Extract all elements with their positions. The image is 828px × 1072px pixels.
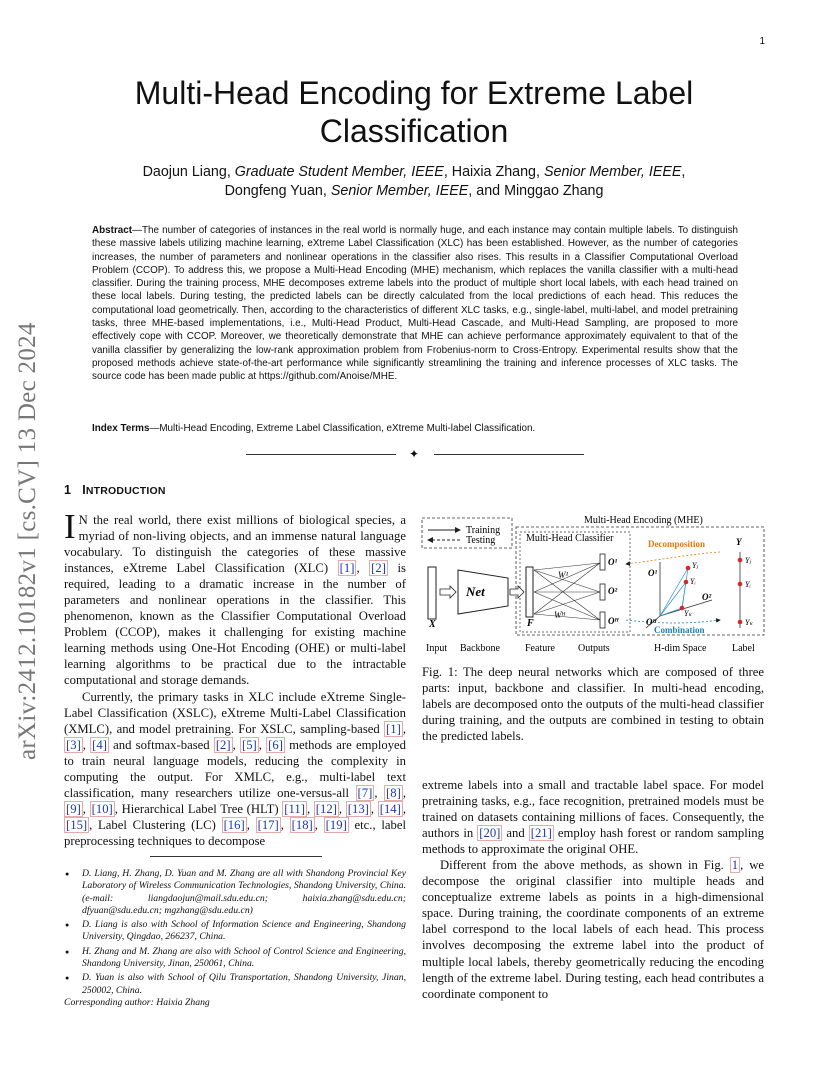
small-caps-lead: N xyxy=(78,513,88,527)
index-terms-label: Index Terms xyxy=(92,423,150,434)
citation-link[interactable]: [5] xyxy=(241,737,257,752)
oh-label: Oᴴ xyxy=(608,616,619,626)
feature-block xyxy=(526,567,533,617)
mhe-title: Multi-Head Encoding (MHE) xyxy=(584,515,703,526)
footnotes xyxy=(64,868,406,999)
arrow-icon xyxy=(510,586,524,598)
footnote-item: ● D. Liang, H. Zhang, D. Yuan and M. Zhang are all with Shandong Provincial Key Laboratory of Wireless Communication Technologies, Shandong University, China. (e-mail: liangdaojun@mail.sdu.edu.cn; haixia.zhang@sdu.edu.cn; dfyuan@sdu.edu.cn; mgzhang@sdu.edu.cn) xyxy=(82,868,406,917)
combination-label: Combination xyxy=(654,625,705,635)
right-column xyxy=(422,777,764,1002)
hdim-yj-label: Yⱼ xyxy=(692,561,698,570)
wh-label: Wᴴ xyxy=(554,610,565,620)
input-x-label: X xyxy=(429,619,436,630)
citation-link[interactable]: [18] xyxy=(291,817,313,832)
section-number: 1 xyxy=(64,483,72,497)
author-role: Graduate Student Member, IEEE xyxy=(234,164,444,180)
author-list xyxy=(0,163,828,201)
drop-cap: I xyxy=(64,507,76,546)
hdim-oh-label: Oᴴ xyxy=(646,617,657,627)
bottom-label-outputs: Outputs xyxy=(578,643,610,654)
separator-glyph: ✦ xyxy=(409,447,420,461)
input-block xyxy=(428,567,436,619)
legend-testing: Testing xyxy=(466,535,496,546)
arxiv-stamp: arXiv:2412.10182v1 [cs.CV] 13 Dec 2024 xyxy=(14,322,41,760)
citation-link[interactable]: [1] xyxy=(339,561,355,576)
label-y-j xyxy=(738,558,743,563)
y-j-label: Yⱼ xyxy=(745,556,751,565)
author-name: , Haixia Zhang, xyxy=(443,164,544,180)
mhc-title: Multi-Head Classifier xyxy=(526,533,614,544)
citation-link[interactable]: [2] xyxy=(215,737,231,752)
head-output-1 xyxy=(600,554,605,570)
text-run: Currently, the primary tasks in XLC include eXtreme Single-Label Classification (XSLC), eXtreme Multi-Label Classification (XMLC), and model pretraining. For XSLC, sampling-based xyxy=(64,689,406,736)
hdim-o1-label: O¹ xyxy=(648,568,658,578)
text-run: employ hash forest or random sampling methods to approximate the original OHE. xyxy=(422,826,764,857)
label-y-i xyxy=(738,582,743,587)
corresponding-author: Corresponding author: Haixia Zhang xyxy=(64,997,210,1008)
citation-link[interactable]: [7] xyxy=(357,785,373,800)
citation-link[interactable]: [17] xyxy=(257,817,279,832)
citation-link[interactable]: [1] xyxy=(386,721,401,736)
citation-link[interactable]: [12] xyxy=(315,801,337,816)
abstract-text: —The number of categories of instances in the real world is normally huge, and each instance may contain multiple labels. To distinguish these massive labels utilizing machine learning, eXtreme Label Classification (XLC) has been established. However, as the number of categories increases, the number of parameters and nonlinear operations in the classifier also rises. This results in a Classifier Computational Overload Problem (CCOP). To address this, we propose a Multi-Head Encoding (MHE) mechanism, which replaces the vanilla classifier with a multi-head classifier. During the training process, MHE decomposes extreme labels into the product of multiple short local labels, with each head trained on these local labels. During testing, the predicted labels can be directly calculated from the local predictions of each head. This reduces the computational load geometrically. Then, according to the characteristics of different XLC tasks, e.g., single-label, multi-label, and model pretraining tasks, three MHE-based implementations, i.e., Multi-Head Product, Multi-Head Cascade, and Multi-Head Sampling, are proposed to more effectively cope with CCOP. Moreover, we theoretically demonstrate that MHE can achieve performance approximately equivalent to that of the vanilla classifier by generalizing the low-rank approximation problem from Frobenius-norm to Cross-Entropy. Experimental results show that the proposed methods achieve state-of-the-art performance while significantly streamlining the training and inference processes of XLC tasks. The source code has been made public at https://github.com/Anoise/MHE. xyxy=(92,225,738,383)
hdim-yi-label: Yᵢ xyxy=(690,577,696,586)
citation-link[interactable]: [19] xyxy=(325,817,347,832)
paper-title xyxy=(0,74,828,150)
net-label: Net xyxy=(466,584,485,599)
left-column xyxy=(64,507,407,849)
intro-paragraph-1: I N the real world, there exist millions of biological species, a myriad of non-living objects, and an immense natural language vocabulary. To distinguish the categories of these massive instances, eXtreme Label Classification (XLC) [1] , [2] is required, leading to a dramatic increase in the number of parameters and nonlinear operations in the classifier. This phenomenon, known as the Classifier Computational Overload Problem (CCOP), makes it challenging for existing machine learning methods using One-Hot Encoding (OHE) or multi-label learning algorithms to be practical due to the intractable computational and storage demands. xyxy=(64,507,406,688)
text-run: Different from the above methods, as shown in Fig. xyxy=(440,858,730,873)
text-run: is required, leading to a dramatic increase in the number of parameters and nonlinear operations in the classifier. This phenomenon, known as the Classifier Computational Overload Problem (CCOP), makes it challenging for existing machine learning methods using One-Hot Encoding (OHE) or multi-label learning algorithms to be practical due to the intractable computational and storage demands. xyxy=(64,561,406,688)
arrow-icon xyxy=(440,586,456,598)
citation-link[interactable]: [15] xyxy=(66,817,88,832)
author-line-2 xyxy=(0,182,828,201)
right-paragraph-2 xyxy=(422,857,764,1001)
bottom-label-input: Input xyxy=(426,643,448,654)
label-y-k xyxy=(738,620,743,625)
figure-legend xyxy=(428,525,500,546)
text-run: extreme labels into a small and tractable label space. For model pretraining tasks, e.g., face recognition, pretrained models must be trained on datasets containing millions of faces. Consequently, the authors in xyxy=(422,778,764,841)
decomposition-label: Decomposition xyxy=(648,539,705,549)
section-title-rest: NTRODUCTION xyxy=(85,485,166,497)
head-output-h xyxy=(600,612,605,628)
bottom-label-feature: Feature xyxy=(525,643,555,654)
section-first-letter: I xyxy=(82,483,86,497)
y-k-label: Yₖ xyxy=(745,618,753,627)
right-paragraph-1: extreme labels into a small and tractable label space. For model pretraining tasks, e.g., face recognition, pretrained models must be trained on datasets containing millions of faces. Consequently, the authors in [20] and [21] employ hash forest or random sampling methods to approximate the original OHE. xyxy=(422,778,764,857)
o2-label: O² xyxy=(608,586,618,596)
abstract xyxy=(92,224,738,384)
y-i-label: Yᵢ xyxy=(745,580,751,589)
figure-1-caption: Fig. 1: The deep neural networks which are composed of three parts: input, backbone and classifier. In multi-head encoding, labels are decomposed onto the outputs of the multi-head classifier during training, and the outputs are combined in testing to obtain the predicted labels. xyxy=(422,665,764,744)
label-point-i xyxy=(684,580,689,585)
o1-label: O¹ xyxy=(608,557,618,567)
figure-1-diagram xyxy=(420,512,766,658)
w1-label: W¹ xyxy=(558,570,569,580)
citation-link[interactable]: [9] xyxy=(66,801,81,816)
citation-link[interactable]: [16] xyxy=(223,817,245,832)
citation-link[interactable]: [14] xyxy=(379,801,401,816)
text-run: , we decompose the original classifier into multiple heads and conceptualize extreme labels as points in a high-dimensional space. During training, the coordinate components of an extreme label correspond to the local labels of each head. This process involves decomposing the extreme label into the product of multiple local labels, thereby geometrically reducing the encoding length of the extreme label. During testing, each head contributes a coordinate component to xyxy=(422,858,764,1001)
figure-ref-link[interactable]: 1 xyxy=(731,858,739,873)
author-line-1: Daojun Liang, Graduate Student Member, IEEE, Haixia Zhang, Senior Member, IEEE, xyxy=(142,164,686,180)
author-name: , and Minggao Zhang xyxy=(468,183,604,199)
figure-bottom-labels xyxy=(426,643,755,654)
index-terms xyxy=(92,422,738,435)
author-role: Senior Member, IEEE xyxy=(543,164,682,180)
section-heading xyxy=(64,483,166,497)
title-line-2: Classification xyxy=(319,113,509,149)
citation-link[interactable]: [10] xyxy=(91,801,113,816)
citation-link[interactable]: [4] xyxy=(92,737,107,752)
index-terms-text: —Multi-Head Encoding, Extreme Label Classification, eXtreme Multi-label Classification. xyxy=(149,423,536,434)
footnote-item: ● H. Zhang and M. Zhang are also with School of Control Science and Engineering, Shandong University, Jinan, 250061, China. xyxy=(82,946,406,971)
citation-link[interactable]: [11] xyxy=(284,801,305,816)
legend-training: Training xyxy=(466,525,501,536)
author-role: Senior Member, IEEE xyxy=(330,183,469,199)
bottom-label-hdim: H-dim Space xyxy=(654,643,707,654)
author-name: Daojun Liang, xyxy=(142,164,235,180)
author-name: Dongfeng Yuan, xyxy=(224,183,331,199)
citation-link[interactable]: [3] xyxy=(66,737,81,752)
citation-link[interactable]: [2] xyxy=(371,561,386,576)
text-run: the real world, there exist millions of biological species, a myriad of non-living objects, and an immense natural language vocabulary. To distinguish the categories of these massive instances, eXtreme Label Classification (XLC) xyxy=(64,513,406,576)
footnote-item: ● D. Yuan is also with School of Qilu Transportation, Shandong University, Jinan, 250002, China. xyxy=(82,972,406,997)
head-output-2 xyxy=(600,584,605,600)
page-number: 1 xyxy=(759,36,765,47)
abstract-label: Abstract xyxy=(92,225,133,236)
intro-paragraph-2: Currently, the primary tasks in XLC include eXtreme Single-Label Classification (XSLC), eXtreme Multi-Label Classification (XMLC), and model pretraining. For XSLC, sampling-based [1] , [3] , [4] and softmax-based [2] , [5] , [6] methods are employed to train neural language models, reducing the complexity in computing the output. For XMLC, e.g., multi-label text classification, many researchers utilize one-versus-all [7] , [8] , [9] , [10] , Hierarchical Label Tree (HLT) [11] , [12] , [13] , [14] , [15] , Label Clustering (LC) [16] , [17] , [18] , [19] etc., label preprocessing techniques to decompose xyxy=(64,689,407,848)
hdim-yk-label: Yₖ xyxy=(684,609,692,618)
citation-link[interactable]: [13] xyxy=(347,801,369,816)
citation-link[interactable]: [6] xyxy=(268,737,283,752)
bottom-label-label: Label xyxy=(732,643,755,654)
title-line-1: Multi-Head Encoding for Extreme Label xyxy=(134,75,694,111)
feature-f-label: F xyxy=(527,618,534,629)
footnote-item: ● D. Liang is also with School of Information Science and Engineering, Shandong University, Qingdao, 266237, China. xyxy=(82,919,406,944)
section-separator xyxy=(246,449,584,461)
footnote-rule xyxy=(150,856,322,857)
y-label: Y xyxy=(736,537,742,547)
citation-link[interactable]: [20] xyxy=(479,826,501,841)
citation-link[interactable]: [8] xyxy=(386,785,401,800)
citation-link[interactable]: [21] xyxy=(530,826,552,841)
decomposition-arrow xyxy=(626,552,720,564)
hdim-o2-label: O² xyxy=(702,592,712,602)
label-point-j xyxy=(686,566,691,571)
combination-arrow xyxy=(626,620,720,623)
bottom-label-backbone: Backbone xyxy=(460,643,500,654)
